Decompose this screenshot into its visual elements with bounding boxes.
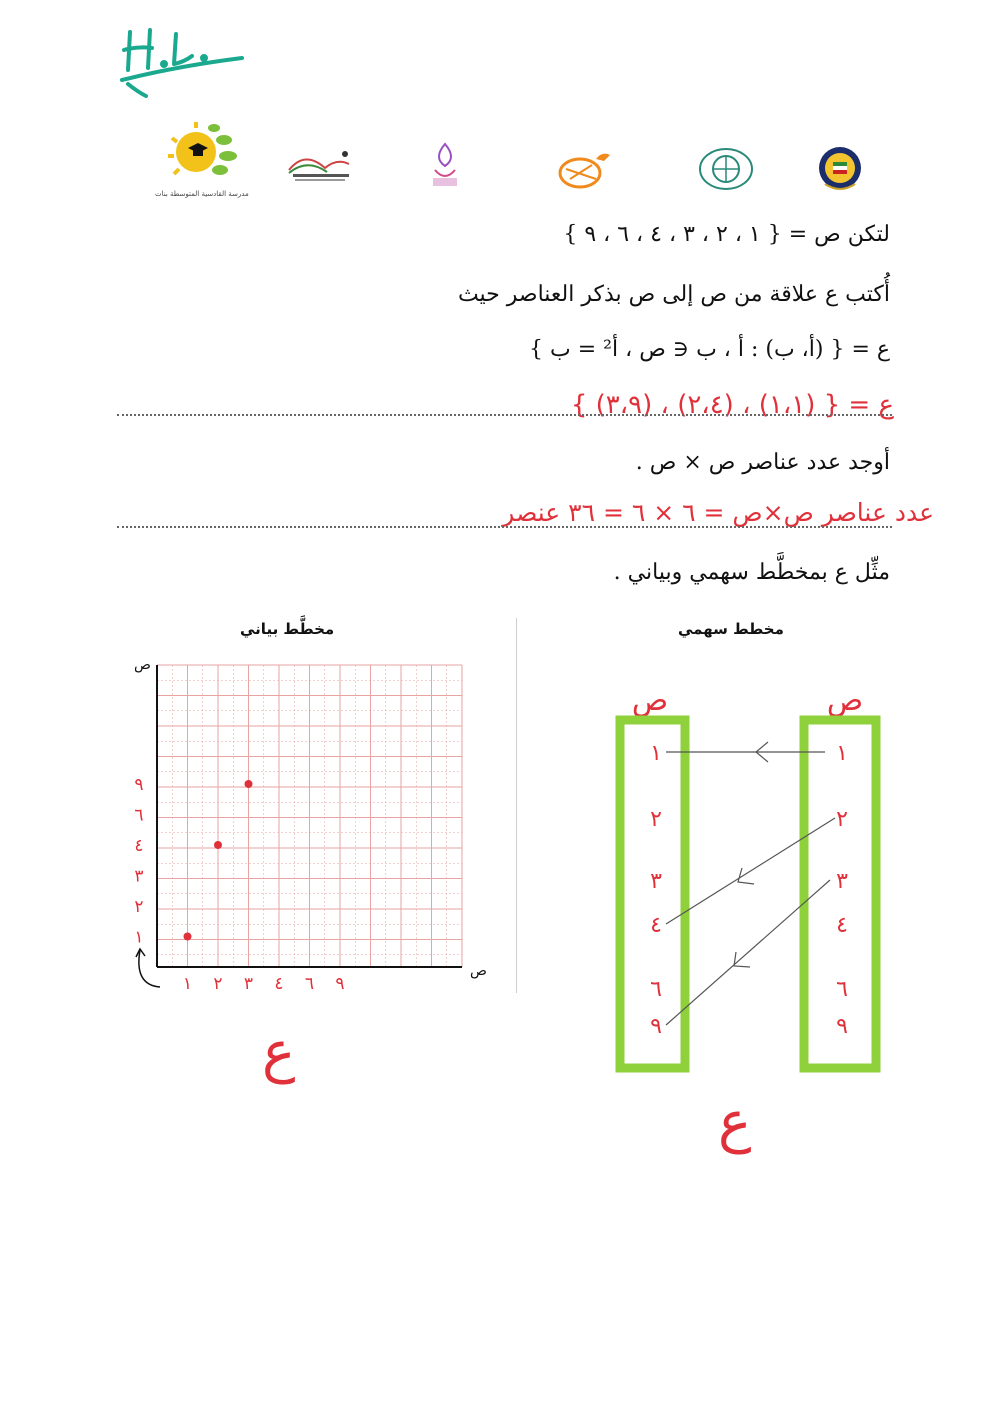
left-set-element: ٩ <box>650 1014 662 1039</box>
x-tick-label: ١ <box>182 974 193 994</box>
x-tick-label: ٤ <box>274 974 284 994</box>
x-tick-label: ٦ <box>304 974 315 994</box>
data-point <box>214 841 222 849</box>
kuwait-emblem <box>815 142 865 196</box>
question-1-answer: ع = { (١،١) ، (٢،٤) ، (٣،٩) } <box>570 390 894 420</box>
left-set-label: ص <box>631 683 669 718</box>
question-2-answer: عدد عناصر ص×ص = ٦ × ٦ = ٣٦ عنصر <box>502 498 934 527</box>
arrow-2-to-4 <box>666 818 835 924</box>
globe-logo <box>696 145 756 195</box>
left-set-element: ٣ <box>650 869 662 894</box>
graph-caption: مخطَّط بياني <box>240 620 335 638</box>
math-logo <box>425 140 465 190</box>
graph-grid <box>157 665 462 967</box>
y-tick-label: ١ <box>134 927 144 948</box>
school-logo <box>155 118 249 198</box>
right-set-element: ٣ <box>836 869 848 894</box>
question-1-line-1: أُكتب ع علاقة من ص إلى ص بذكر العناصر حيث <box>457 282 890 307</box>
right-set-element: ٤ <box>836 913 848 938</box>
left-set-element: ٦ <box>650 977 662 1002</box>
set-definition: لتكن ص = { ١ ، ٢ ، ٣ ، ٤ ، ٦ ، ٩ } <box>563 222 890 247</box>
answer-line-1 <box>117 414 892 416</box>
graph-chart <box>110 645 510 1009</box>
right-set-label: ص <box>826 683 864 718</box>
right-set-element: ٦ <box>836 977 848 1002</box>
x-tick-label: ٣ <box>243 974 254 994</box>
right-set-element: ٩ <box>836 1014 848 1039</box>
y-tick-label: ٦ <box>134 805 144 826</box>
left-set-element: ٢ <box>650 807 662 832</box>
question-3: مثِّل ع بمخطَّط سهمي وبياني . <box>613 560 890 585</box>
ministry-logo <box>285 140 357 186</box>
relation-arrows <box>666 742 835 1025</box>
initials-signature <box>118 22 258 102</box>
y-tick-label: ٩ <box>134 775 144 795</box>
x-tick-label: ٩ <box>335 974 345 994</box>
graph-relation-label: ع <box>262 1020 296 1085</box>
y-tick-label: ٣ <box>134 866 144 887</box>
arrow-diagram <box>590 670 900 1094</box>
section-divider <box>516 618 517 993</box>
school-logo-caption: مدرسة القادسية المتوسطة بنات <box>155 190 249 198</box>
right-set-element: ٢ <box>836 807 848 832</box>
x-tick-label: ٢ <box>213 974 223 994</box>
y-tick-label: ٢ <box>134 897 144 917</box>
graph-x-axis-label: ص <box>470 963 487 979</box>
arrow-relation-label: ع <box>718 1090 752 1155</box>
arrow-head-3 <box>734 952 750 967</box>
right-set-element: ١ <box>836 741 848 766</box>
left-set-element: ٤ <box>650 913 662 938</box>
arrow-diagram-caption: مخطط سهمي <box>678 620 784 638</box>
data-point <box>184 933 192 941</box>
answer-line-2 <box>117 526 892 528</box>
left-set-element: ١ <box>650 741 662 766</box>
question-2: أوجد عدد عناصر ص × ص . <box>635 450 890 475</box>
question-1-line-2: ع = { (أ، ب) : أ ، ب ∈ ص ، أ² = ب } <box>529 337 890 362</box>
graph-y-axis-label: ص <box>134 657 151 673</box>
bird-logo <box>556 145 614 193</box>
data-point <box>245 780 253 788</box>
y-tick-label: ٤ <box>134 836 144 856</box>
